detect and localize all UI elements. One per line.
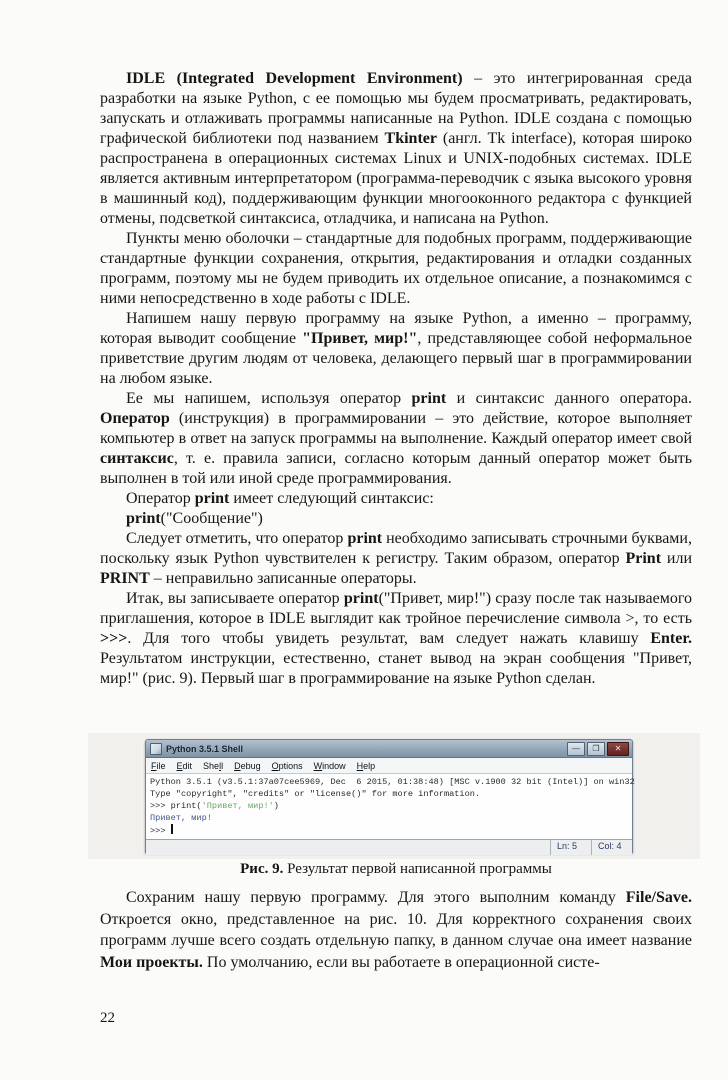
text-run: необходимо записывать строчными буквами, поскольку язык Python чувствителен к регистру. Таким образом, оператор xyxy=(100,530,692,567)
shell-text: ) xyxy=(273,801,279,811)
close-icon: ✕ xyxy=(607,742,629,756)
menu-item-help: Help xyxy=(356,760,376,771)
shell-text: >>> xyxy=(150,801,171,811)
bold-text-run: print xyxy=(194,490,230,507)
paragraph xyxy=(100,309,692,389)
shell-output xyxy=(146,774,635,839)
menu-item-shell: Shell xyxy=(203,760,224,771)
text-cursor xyxy=(171,824,173,834)
text-run: имеет следующий синтаксис: xyxy=(229,490,434,507)
menu-item-options: Options xyxy=(271,760,303,771)
text-run: – неправильно записанные операторы. xyxy=(149,570,417,587)
status-col: Col: 4 xyxy=(591,840,632,855)
paragraph xyxy=(100,589,692,689)
bold-text-run: Enter. xyxy=(650,630,692,647)
text-run: Результатом инструкции, естественно, станет вывод на экран сообщения "Привет, мир!" (рис. 9). Первый шаг в программирование на языке Python сделан. xyxy=(100,650,692,687)
maximize-icon: ❐ xyxy=(587,742,605,756)
status-bar xyxy=(146,839,632,855)
text-run: – это интегрированная среда разработки на языке Python, с ее помощью мы будем просматривать, редактировать, запускать и отлаживать программы написанные на Python. IDLE создана с помощью графической библиотеки под названием xyxy=(100,70,692,147)
paragraph xyxy=(100,229,692,309)
text-run: , представляющее собой неформальное приветствие другим людям от человека, делающего первый шаг в программировании на любом языке. xyxy=(100,330,692,387)
text-run: (инструкция) в программировании – это действие, которое выполняет компьютер в ответ на запуск программы на выполнение. Каждый оператор имеет свой xyxy=(100,410,692,447)
text-run: Следует отметить, что оператор xyxy=(126,530,348,547)
page-number: 22 xyxy=(100,1010,115,1026)
window-title: Python 3.5.1 Shell xyxy=(166,743,244,754)
bold-text-run: Tkinter xyxy=(384,130,437,147)
paragraph xyxy=(100,489,692,509)
bold-text-run: Мои проекты. xyxy=(100,953,203,971)
menu-item-window: Window xyxy=(313,760,346,771)
bold-text-run: Оператор xyxy=(100,410,170,427)
bold-text-run: IDLE (Integrated Development Environment) xyxy=(126,70,463,87)
text-run: Ее мы напишем, используя оператор xyxy=(126,390,412,407)
shell-text: Type "copyright", "credits" or "license()" for more information. xyxy=(150,789,481,799)
python-shell-window xyxy=(145,739,633,853)
menu-item-file: File xyxy=(151,760,166,771)
bold-text-run: Print xyxy=(625,550,662,567)
shell-text: print( xyxy=(170,801,202,811)
text-run: Оператор xyxy=(126,490,195,507)
text-run: (англ. Tk interface), которая широко распространена в операционных системах Linux и UNIX-подобных системах. IDLE является активным интерпретатором (программа-переводчик с языка высокого уровня в машинный код), поддерживающим функции многооконного редактора с функцией отмены, подсветкой синтаксиса, отладчика, и написана на Python. xyxy=(100,130,693,227)
paragraph xyxy=(100,69,692,229)
menu-item-debug: Debug xyxy=(234,760,261,771)
bold-text-run: PRINT xyxy=(100,570,150,587)
paragraph xyxy=(100,529,692,589)
text-run: Итак, вы записываете оператор xyxy=(126,590,344,607)
shell-text: Python 3.5.1 (v3.5.1:37a07cee5969, Dec 6 2015, 01:38:48) [MSC v.1900 32 bit (Intel)] on win32 xyxy=(150,777,635,787)
text-run: Пункты меню оболочки – стандартные для подобных программ, поддерживающие стандартные функции сохранения, открытия, редактирования и отладки созданных программ, поэтому мы не будем приводить их отдельное описание, а познакомимся с ними непосредственно в ходе работы с IDLE. xyxy=(100,230,692,307)
shell-line xyxy=(150,824,628,837)
figure-caption-text: Результат первой написанной программы xyxy=(283,861,552,877)
bold-text-run: print xyxy=(343,590,379,607)
text-run: ("Сообщение") xyxy=(160,510,263,527)
paragraph xyxy=(100,887,692,973)
window-controls xyxy=(567,742,629,756)
text-run: Сохраним нашу первую программу. Для этого выполним команду xyxy=(126,889,626,906)
bold-text-run: "Привет, мир!" xyxy=(302,330,418,347)
text-run: Напишем нашу первую программу на языке Python, а именно – программу, которая выводит сообщение xyxy=(100,310,692,347)
menu-item-edit: Edit xyxy=(176,760,193,771)
text-run: . Для того чтобы увидеть результат, вам следует нажать клавишу xyxy=(127,630,651,647)
text-run: , т. е. правила записи, согласно которым данный оператор может быть выполнен в той или иной среде программирования. xyxy=(100,450,692,487)
bold-text-run: синтаксис xyxy=(100,450,174,467)
document-body-top xyxy=(100,69,692,689)
shell-line xyxy=(150,776,635,788)
shell-output-text: Привет, мир! xyxy=(150,813,212,823)
bold-text-run: >>> xyxy=(100,630,128,647)
shell-line xyxy=(150,788,628,800)
shell-string-literal: 'Привет, мир!' xyxy=(201,801,274,811)
shell-text: >>> xyxy=(150,826,171,836)
bold-text-run: print xyxy=(411,390,447,407)
python-shell-icon xyxy=(150,743,162,755)
minimize-icon: — xyxy=(567,742,585,756)
text-run: и синтаксис данного оператора. xyxy=(446,390,693,407)
text-run: По умолчанию, если вы работаете в операционной систе- xyxy=(202,953,600,971)
paragraph xyxy=(100,389,692,489)
bold-text-run: print xyxy=(126,510,161,527)
bold-text-run: print xyxy=(347,530,383,547)
text-run: или xyxy=(661,550,693,567)
status-line: Ln: 5 xyxy=(550,840,591,855)
figure-caption-label: Рис. 9. xyxy=(240,861,284,877)
window-titlebar xyxy=(146,740,632,758)
bold-text-run: File/Save. xyxy=(625,889,692,906)
text-run: Откроется окно, представленное на рис. 10. Для корректного сохранения своих программ лучше всего создать отдельную папку, в данном случае она имеет название xyxy=(100,910,692,949)
paragraph xyxy=(100,509,692,529)
figure-caption xyxy=(100,861,692,878)
text-run: ("Привет, мир!") сразу после так называемого приглашения, которое в IDLE выглядит как тройное перечисление символа >, то есть xyxy=(100,590,692,627)
shell-line xyxy=(150,812,628,824)
shell-line xyxy=(150,800,628,812)
document-body-bottom xyxy=(100,887,692,973)
menu-bar xyxy=(146,758,632,774)
